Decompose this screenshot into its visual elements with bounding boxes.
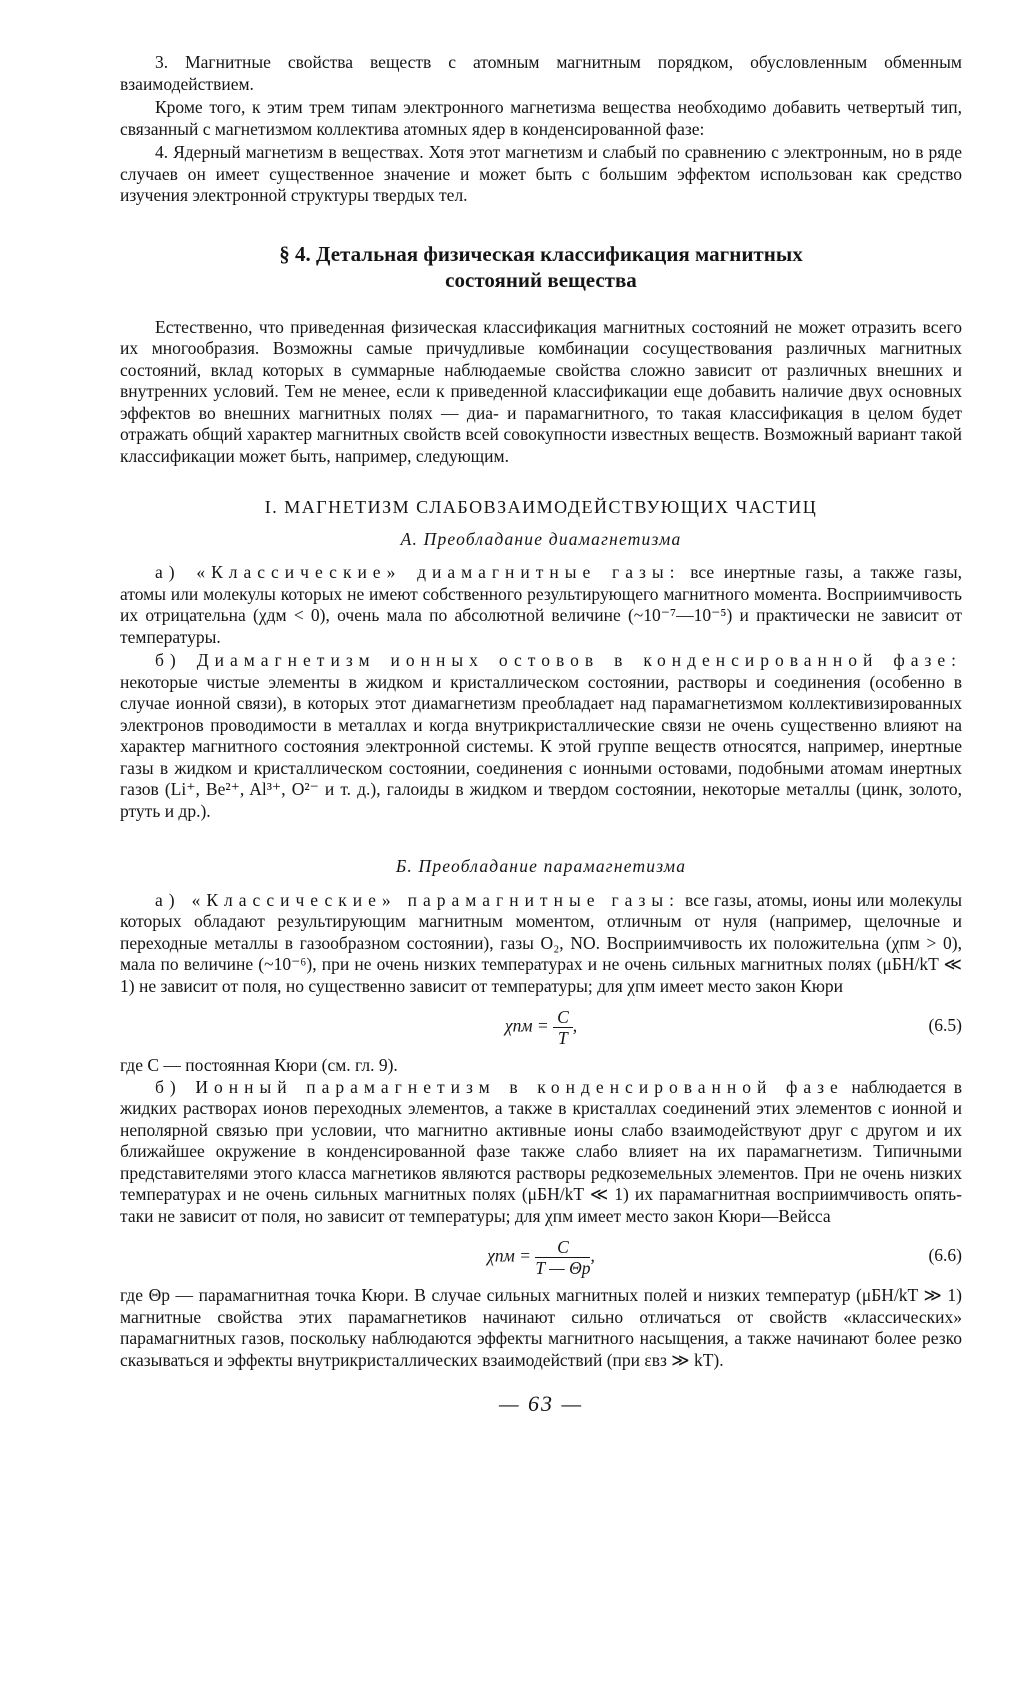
document-page [120,52,962,1652]
paragraph-item-3: 3. Магнитные свойства веществ с атомным магнитным порядком, обусловленным обменным взаимодействием. [120,52,962,94]
item-label: б) Диамагнетизм ионных остовов в конденсированной фазе: [155,650,962,670]
item-label: а) «Классические» парамагнитные газы: [155,889,680,910]
paragraph-item-4: 4. Ядерный магнетизм в веществах. Хотя этот магнетизм и слабый по сравнению с электронным, но в ряде случаев он имеет существенное значение и может быть с большим эффектом использован как средство изучения электронной структуры твердых тел. [120,142,962,205]
fraction-numerator: C [553,1007,573,1028]
item-b-ionic-cores [120,650,962,822]
equation-number: (6.5) [928,1015,962,1035]
fraction-denominator: T — Θp [535,1258,591,1278]
item-text: все инертные газы, а также газы, атомы или молекулы которых не имеют собственного результирующего магнитного момента. Восприимчивость их отрицательна (χдм < 0), очень мала по абсолютной величине (~10⁻⁷—10⁻⁵) и практически не зависит от температуры. [120,562,962,647]
subheading-part-b: Б. Преобладание парамагнетизма [395,856,687,876]
item-a-diamagnetic-gases [120,562,962,648]
section-title-line-1: § 4. Детальная физическая классификация магнитных [279,241,803,266]
fraction-denominator: T [558,1028,568,1048]
formula-expression: χпм = $\frac{C}{T}$ , [504,1007,578,1048]
section-title-line-2: состояний вещества [445,267,637,292]
formula-expression: χпм = $\frac{C}{T — \Theta p}$ , [487,1237,595,1278]
item-label: б) Ионный парамагнетизм в конденсированной фазе [155,1076,844,1097]
fraction-numerator: C [535,1237,590,1258]
page-number: — 63 — [498,1391,584,1416]
chapter-heading: I. МАГНЕТИЗМ СЛАБОВЗАИМОДЕЙСТВУЮЩИХ ЧАСТИЦ [264,497,818,517]
formula-fraction [553,1007,573,1048]
item-text: наблюдается в жидких растворах ионов переходных элементов, а также в кристаллах соединений этих элементов с ионной и неполярной связью при условии, что магнитно активные ионы слабо взаимодействуют друг с другом и их ближайшее окружение в конденсированной фазе также слабо влияет на их парамагнетизм. Типичными представителями этого класса магнетиков являются растворы редкоземельных элементов. При не очень низких температурах и не очень сильных магнитных полях (μБH/kT ≪ 1) их парамагнитная восприимчивость опять-таки не зависит от поля, но зависит от температуры; для χпм имеет место закон Кюри—Вейсса [120,1076,962,1226]
formula-lhs: χпм = [487,1245,531,1266]
item-a-paramagnetic-gases [120,890,962,998]
formula-6-5 [120,1003,962,1049]
section-intro-paragraph: Естественно, что приведенная физическая классификация магнитных состояний не может отразить всего их многообразия. Возможны самые причудливые комбинации сосуществования различных магнитных состояний, вклад которых в суммарные наблюдаемые свойства сложно зависит от различных внешних и внутренних условий. Тем не менее, если к приведенной классификации еще добавить наличие двух основных эффектов во внешних магнитных полях — диа- и парамагнитного, то такая классификация в целом будет отражать общий характер магнитных свойств всей совокупности известных веществ. Возможный вариант такой классификации может быть, например, следующим. [120,316,962,466]
formula-6-6 [120,1233,962,1279]
equation-number: (6.6) [928,1245,962,1265]
formula-lhs: χпм = [504,1015,549,1036]
paragraph-curie-constant: где C — постоянная Кюри (см. гл. 9). [120,1055,398,1075]
subheading-part-a: А. Преобладание диамагнетизма [400,528,682,549]
formula-fraction [535,1237,590,1278]
paragraph-paramagnetic-curie-point: где Θp — парамагнитная точка Кюри. В случае сильных магнитных полей и низких температур (μБH/kT ≫ 1) магнитные свойства этих парамагнетиков начинают сильно отличаться от свойств «классических» парамагнитных газов, поскольку наблюдаются эффекты магнитного насыщения, а также начинают более резко сказываться и эффекты внутрикристаллических взаимодействий (при εвз ≫ kT). [120,1285,962,1370]
paragraph-addition: Кроме того, к этим трем типам электронного магнетизма вещества необходимо добавить четвертый тип, связанный с магнетизмом коллектива атомных ядер в конденсированной фазе: [120,97,962,139]
item-b-ionic-paramagnetism [120,1077,962,1228]
section-title [120,241,962,293]
item-label: а) «Классические» диамагнитные газы: [155,562,681,582]
item-text: некоторые чистые элементы в жидком и кристаллическом состоянии, растворы и соединения (особенно в случае ионной связи), в которых этот диамагнетизм преобладает над парамагнетизмом коллективизированных электронов проводимости в металлах и когда внутрикристаллические связи не очень существенно влияют на характер магнитного состояния электронной системы. К этой группе веществ относятся, например, инертные газы в жидком и кристаллическом состоянии, соединения с ионными остовами, подобными атомам инертных газов (Li⁺, Be²⁺, Al³⁺, O²⁻ и т. д.), галоиды в жидком и твердом состоянии, некоторые металлы (цинк, золото, ртуть и др.). [120,671,962,821]
item-text: все газы, атомы, ионы или молекулы которых обладают результирующим магнитным моментом, отличным от нуля (например, щелочные и переходные металлы в газообразном состоянии), газы O₂, NO. Восприимчивость их положительна (χпм > 0), мала по величине (~10⁻⁶), при не очень низких температурах и не очень сильных магнитных полях (μБH/kT ≪ 1) не зависит от поля, но существенно зависит от температуры; для χпм имеет место закон Кюри [120,889,963,996]
